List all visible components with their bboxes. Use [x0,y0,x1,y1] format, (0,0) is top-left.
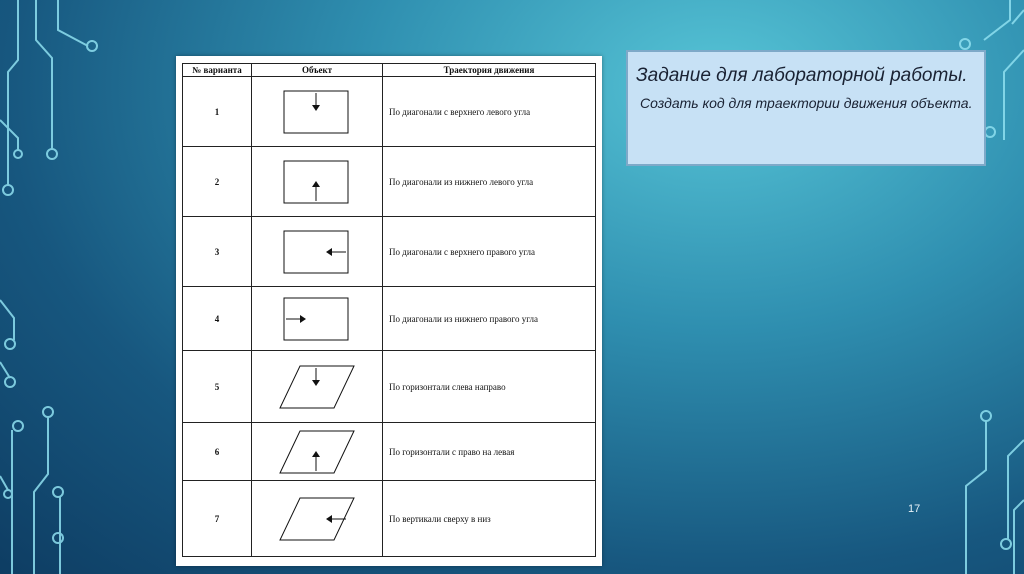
rectangle-object-icon [272,87,362,137]
arrow-head [312,105,320,111]
trajectory-text: По горизонтали с право на левая [383,423,596,481]
rectangle-object-icon [272,294,362,344]
arrow-head [312,181,320,187]
parallelogram-object-icon [272,362,362,412]
object-shape [280,366,354,408]
table-row [183,217,596,287]
header-object: Объект [252,64,383,77]
task-text: Создать код для траектории движения объекта. [640,95,973,111]
variant-number: 4 [183,287,252,351]
arrow-head [300,315,306,323]
trajectory-text: По диагонали с верхнего правого угла [383,217,596,287]
trajectory-text: По горизонтали слева направо [383,351,596,423]
rectangle-object-icon [272,157,362,207]
header-variant-number: № варианта [183,64,252,77]
object-cell [252,147,383,217]
table-row [183,423,596,481]
task-title: Задание для лабораторной работы. [636,65,968,86]
arrow-head [312,451,320,457]
object-cell [252,77,383,147]
object-cell [252,217,383,287]
variant-number: 3 [183,217,252,287]
arrow-head [312,380,320,386]
table-row [183,77,596,147]
trajectory-text: По диагонали с верхнего левого угла [383,77,596,147]
variant-number: 2 [183,147,252,217]
table-row [183,147,596,217]
variants-table [182,63,596,557]
trajectory-text: По диагонали из нижнего левого угла [383,147,596,217]
parallelogram-object-icon [272,494,362,544]
variant-number: 1 [183,77,252,147]
object-cell [252,481,383,557]
header-trajectory: Траектория движения [383,64,596,77]
slide-number: 17 [908,503,921,515]
variant-number: 6 [183,423,252,481]
variant-number: 5 [183,351,252,423]
trajectory-text: По вертикали сверху в низ [383,481,596,557]
rectangle-object-icon [272,227,362,277]
table-header-row [183,64,596,77]
table-row [183,351,596,423]
parallelogram-object-icon [272,427,362,477]
table-row [183,287,596,351]
arrow-head [326,248,332,256]
trajectory-text: По диагонали из нижнего правого угла [383,287,596,351]
table-row [183,481,596,557]
variant-number: 7 [183,481,252,557]
object-shape [280,431,354,473]
object-cell [252,351,383,423]
object-cell [252,423,383,481]
object-cell [252,287,383,351]
task-box [626,50,986,166]
variants-document [176,56,602,566]
arrow-head [326,515,332,523]
